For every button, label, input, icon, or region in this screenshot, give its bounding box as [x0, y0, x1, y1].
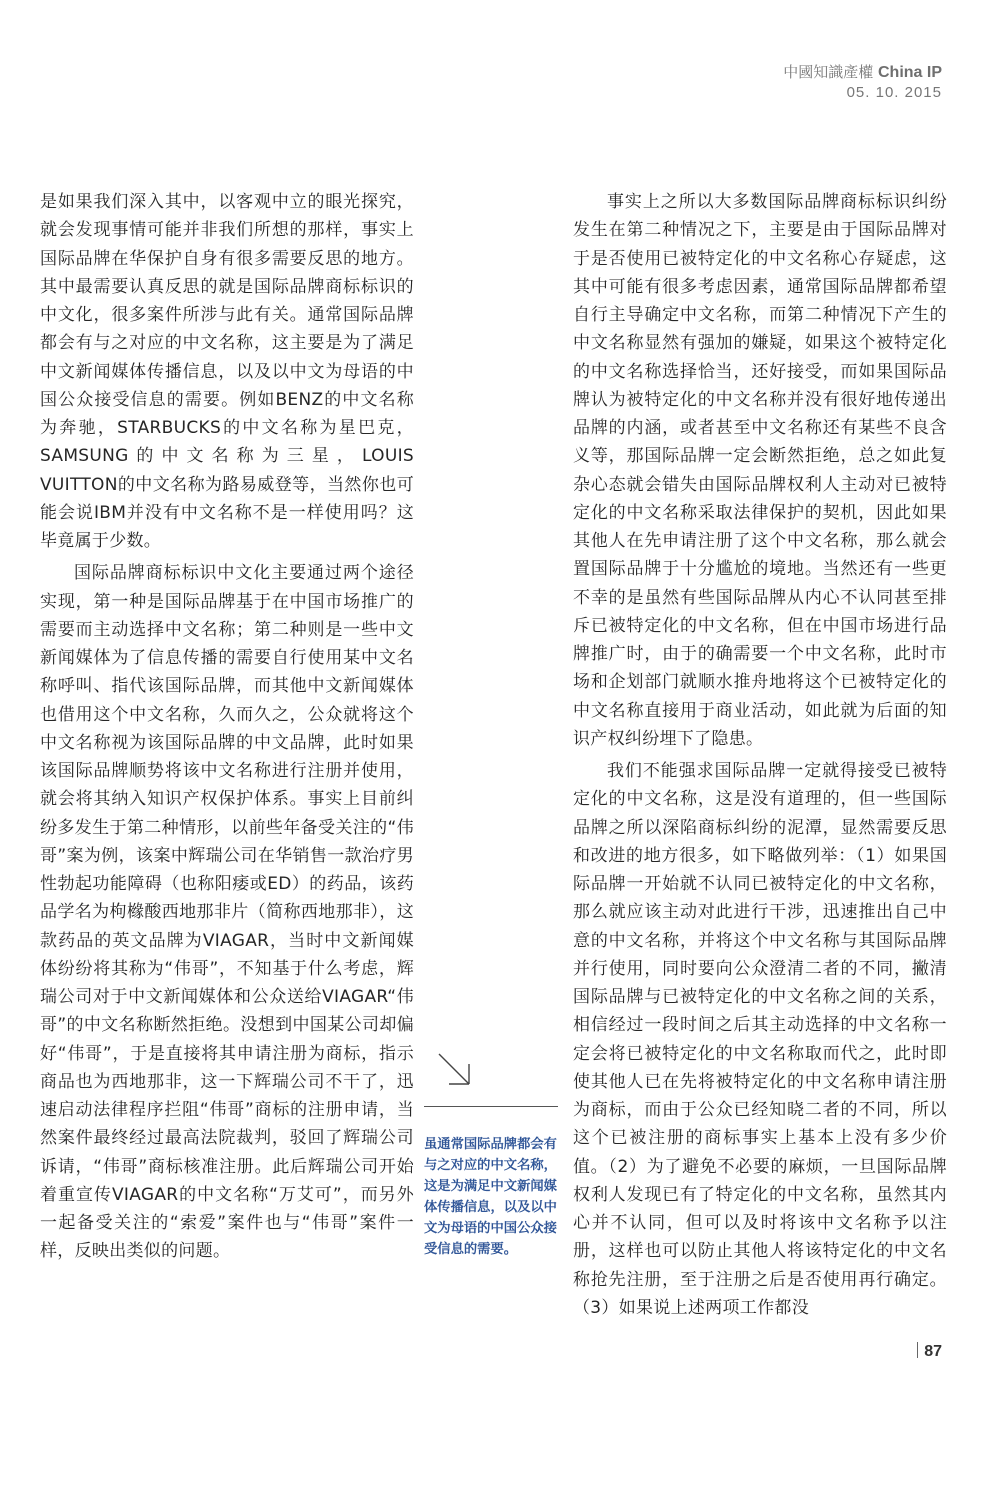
- page-number-value: 87: [924, 1343, 942, 1360]
- magazine-title: [783, 62, 942, 83]
- right-text-column: [573, 188, 947, 1322]
- left-paragraph-2: 国际品牌商标标识中文化主要通过两个途径实现，第一种是国际品牌基于在中国市场推广的需要而主动选择中文名称；第二种则是一些中文新闻媒体为了信息传播的需要自行使用某中文名称呼叫、指代该国际品牌，而其他中文新闻媒体也借用这个中文名称，久而久之，公众就将这个中文名称视为该国际品牌的中文品牌，此时如果该国际品牌顺势将该中文名称进行注册并使用，就会将其纳入知识产权保护体系。事实上目前纠纷多发生于第二种情形，以前些年备受关注的“伟哥”案为例，该案中辉瑞公司在华销售一款治疗男性勃起功能障碍（也称阳痿或ED）的药品，该药品学名为枸橼酸西地那非片（简称西地那非），这款药品的英文品牌为VIAGAR，当时中文新闻媒体纷纷将其称为“伟哥”，不知基于什么考虑，辉瑞公司对于中文新闻媒体和公众送给VIAGAR“伟哥”的中文名称断然拒绝。没想到中国某公司却偏好“伟哥”，于是直接将其申请注册为商标，指示商品也为西地那非，这一下辉瑞公司不干了，迅速启动法律程序拦阻“伟哥”商标的注册申请，当然案件最终经过最高法院裁判，驳回了辉瑞公司诉请，“伟哥”商标核准注册。此后辉瑞公司开始着重宣传VIAGAR的中文名称“万艾可”，而另外一起备受关注的“索爱”案件也与“伟哥”案件一样，反映出类似的问题。: [40, 563, 414, 1262]
- page-number-divider: [917, 1342, 918, 1358]
- magazine-title-cn: 中國知識產權: [783, 63, 874, 81]
- pull-quote-divider: [424, 1106, 558, 1107]
- magazine-title-en: China IP: [877, 64, 942, 81]
- pull-quote-text: 虽通常国际品牌都会有与之对应的中文名称，这是为满足中文新闻媒体传播信息，以及以中文为母语的中国公众接受信息的需要。: [424, 1137, 557, 1257]
- issue-date: 05. 10. 2015: [846, 84, 942, 101]
- left-paragraph-1: 是如果我们深入其中，以客观中立的眼光探究，就会发现事情可能并非我们所想的那样，事实上国际品牌在华保护自身有很多需要反思的地方。其中最需要认真反思的就是国际品牌商标标识的中文化，很多案件所涉与此有关。通常国际品牌都会有与之对应的中文名称，这主要是为了满足中文新闻媒体传播信息，以及以中文为母语的中国公众接受信息的需要。例如BENZ的中文名称为奔驰，STARBUCKS的中文名称为星巴克，SAMSUNG的中文名称为三星，LOUIS VUITTON的中文名称为路易威登等，当然你也可能会说IBM并没有中文名称不是一样使用吗？这毕竟属于少数。: [40, 192, 414, 551]
- running-header: [783, 62, 942, 103]
- left-text-column: [40, 188, 414, 1266]
- right-paragraph-2: 我们不能强求国际品牌一定就得接受已被特定化的中文名称，这是没有道理的，但一些国际品牌之所以深陷商标纠纷的泥潭，显然需要反思和改进的地方很多，如下略做列举：（1）如果国际品牌一开始就不认同已被特定化的中文名称，那么就应该主动对此进行干涉，迅速推出自己中意的中文名称，并将这个中文名称与其国际品牌并行使用，同时要向公众澄清二者的不同，撇清国际品牌与已被特定化的中文名称之间的关系，相信经过一段时间之后其主动选择的中文名称一定会将已被特定化的中文名称取而代之，此时即使其他人已在先将被特定化的中文名称申请注册为商标，而由于公众已经知晓二者的不同，所以这个已被注册的商标事实上基本上没有多少价值。（2）为了避免不必要的麻烦，一旦国际品牌权利人发现已有了特定化的中文名称，虽然其内心并不认同，但可以及时将该中文名称予以注册，这样也可以防止其他人将该特定化的中文名称抢先注册，至于注册之后是否使用再行确定。（3）如果说上述两项工作都没: [573, 761, 947, 1318]
- right-paragraph-1: 事实上之所以大多数国际品牌商标标识纠纷发生在第二种情况之下，主要是由于国际品牌对于是否使用已被特定化的中文名称心存疑虑，这其中可能有很多考虑因素，通常国际品牌都希望自行主导确定中文名称，而第二种情况下产生的中文名称显然有强加的嫌疑，如果这个被特定化的中文名称选择恰当，还好接受，而如果国际品牌认为被特定化的中文名称并没有很好地传递出品牌的内涵，或者甚至中文名称还有某些不良含义等，那国际品牌一定会断然拒绝，总之如此复杂心态就会错失由国际品牌权利人主动对已被特定化的中文名称采取法律保护的契机，因此如果其他人在先申请注册了这个中文名称，那么就会置国际品牌于十分尴尬的境地。当然还有一些更不幸的是虽然有些国际品牌从内心不认同甚至排斥已被特定化的中文名称，但在中国市场进行品牌推广时，由于的确需要一个中文名称，此时市场和企划部门就顺水推舟地将这个已被特定化的中文名称直接用于商业活动，如此就为后面的知识产权纠纷埋下了隐患。: [573, 192, 947, 749]
- page-number: [917, 1342, 942, 1361]
- pull-quote-arrow-icon: [436, 1050, 476, 1094]
